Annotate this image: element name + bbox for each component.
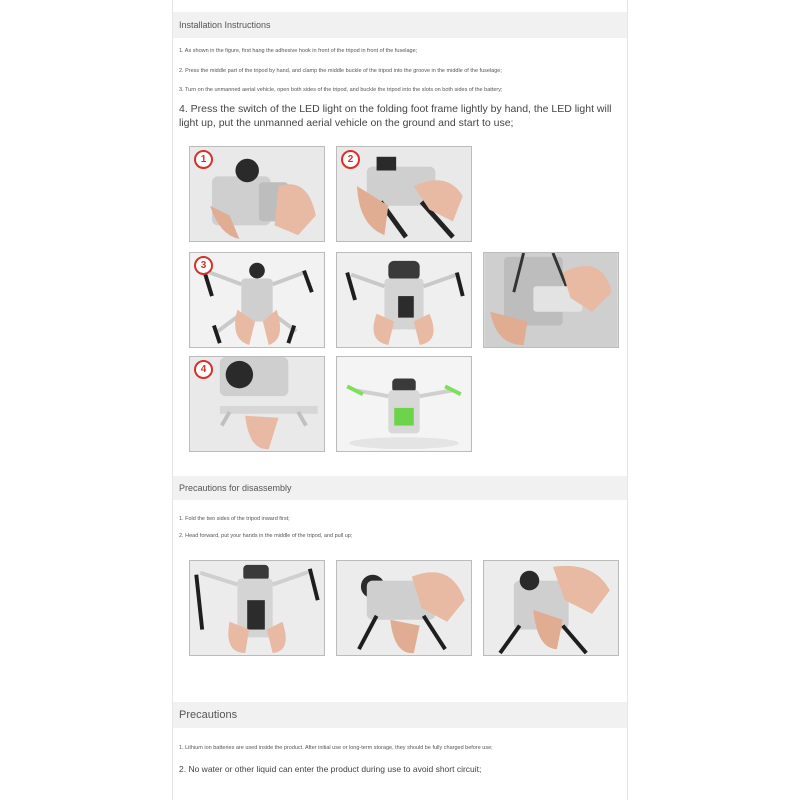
installation-step-2: 2. Press the middle part of the tripod by hand, and clamp the middle buckle of the tripod into the groove in the middle of the fuselage; — [179, 68, 502, 74]
precautions-section-header — [173, 702, 627, 728]
disassembly-title: Precautions for disassembly — [179, 483, 292, 493]
disassembly-photo-2 — [336, 560, 472, 656]
precautions-step-2: 2. No water or other liquid can enter the product during use to avoid short circuit; — [179, 764, 482, 774]
installation-step-3: 3. Turn on the unmanned aerial vehicle, open both sides of the tripod, and buckle the tripod into the slots on both sides of the battery; — [179, 87, 503, 93]
precautions-step-1: 1. Lithium ion batteries are used inside the product. After initial use or long-term storage, they should be fully charged before use; — [179, 745, 493, 751]
step-badge-2: 2 — [341, 150, 360, 169]
step-badge-4: 4 — [194, 360, 213, 379]
disassembly-photo-1 — [189, 560, 325, 656]
disassembly-section-header — [173, 476, 627, 500]
drone-remove-tripod-illustration — [484, 561, 618, 655]
precautions-title: Precautions — [179, 709, 238, 721]
drone-battery-slot-illustration — [337, 253, 471, 347]
drone-led-on-illustration — [337, 357, 471, 451]
step-badge-3: 3 — [194, 256, 213, 275]
install-photo-step-4b — [336, 356, 472, 452]
disassembly-photo-3 — [483, 560, 619, 656]
install-photo-step-3b — [336, 252, 472, 348]
installation-title: Installation Instructions — [179, 20, 271, 30]
disassembly-step-1: 1. Fold the two sides of the tripod inward first; — [179, 516, 290, 522]
step-badge-1: 1 — [194, 150, 213, 169]
install-photo-step-1 — [189, 146, 325, 242]
product-description-page — [172, 0, 628, 800]
install-photo-step-3a — [189, 252, 325, 348]
drone-clip-closeup-illustration — [484, 253, 618, 347]
drone-fold-tripod-illustration — [190, 561, 324, 655]
disassembly-step-2: 2. Head forward, put your hands in the middle of the tripod, and pull up; — [179, 533, 353, 539]
installation-step-4: 4. Press the switch of the LED light on the folding foot frame lightly by hand, the LED light will light up, put the unmanned aerial vehicle on the ground and start to use; — [179, 103, 612, 129]
install-photo-step-4a — [189, 356, 325, 452]
installation-step-1: 1. As shown in the figure, first hang the adhesive hook in front of the tripod in front of the fuselage; — [179, 48, 418, 54]
installation-section-header — [173, 12, 627, 38]
install-photo-step-2 — [336, 146, 472, 242]
drone-pull-up-illustration — [337, 561, 471, 655]
install-photo-step-3c — [483, 252, 619, 348]
